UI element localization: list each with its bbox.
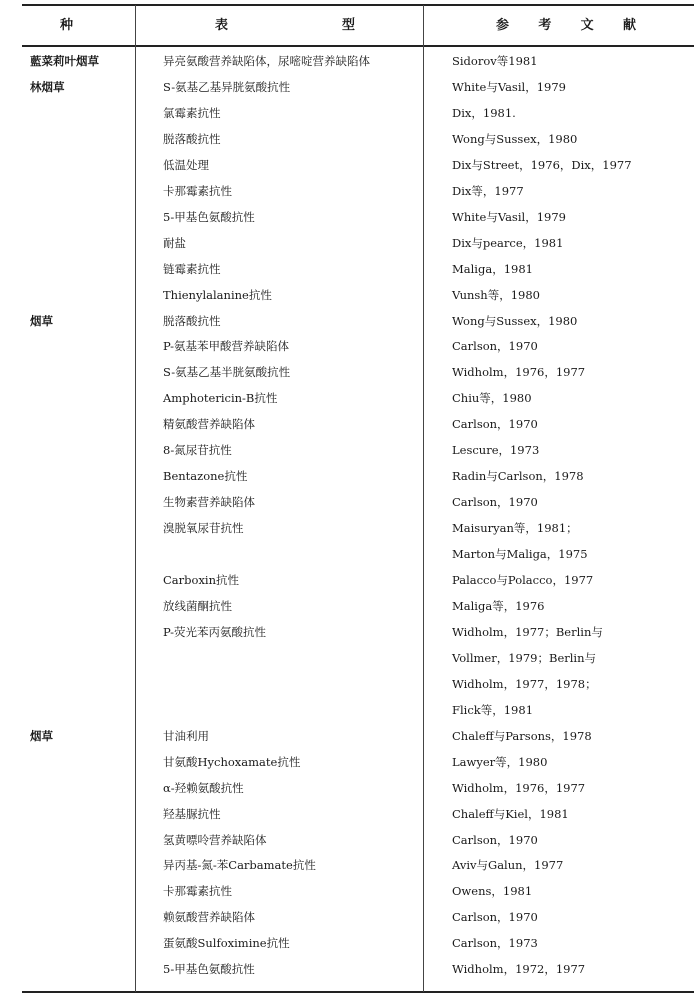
cell-type: Carboxin抗性 — [163, 573, 240, 587]
cell-type: 羟基脲抗性 — [163, 806, 221, 821]
table-row — [0, 546, 700, 572]
cell-species: 林烟草 — [30, 79, 65, 94]
cell-type: 耐盐 — [163, 235, 186, 250]
table-row — [0, 961, 700, 987]
table-row — [0, 650, 700, 676]
header-reference-char: 文 — [580, 18, 594, 33]
cell-reference: Owens，1981 — [452, 884, 533, 899]
table-row — [0, 598, 700, 624]
table-row — [0, 79, 700, 105]
cell-type: 5-甲基色氨酸抗性 — [163, 209, 255, 224]
table-row — [0, 520, 700, 546]
cell-reference: Widholm，1977，1978； — [452, 676, 597, 691]
cell-reference: Vollmer，1979；Berlin与 — [452, 650, 597, 665]
header-species: 种 — [60, 18, 74, 33]
cell-type: 氢黄嘌呤营养缺陷体 — [163, 832, 267, 847]
cell-type: 脱落酸抗性 — [163, 131, 221, 146]
table-row — [0, 209, 700, 235]
cell-type: S-氨基乙基半胱氨酸抗性 — [163, 365, 291, 380]
cell-reference: Dix与Street，1976，Dix，1977 — [452, 157, 632, 172]
cell-reference: Palacco与Polacco，1977 — [452, 573, 594, 587]
table-row — [0, 806, 700, 832]
table-top-rule — [22, 4, 694, 6]
cell-type: 8-氮尿苷抗性 — [163, 443, 232, 458]
cell-type: 异丙基-氮-苯Carbamate抗性 — [163, 858, 316, 873]
cell-type: 氯霉素抗性 — [163, 105, 221, 120]
table-row — [0, 780, 700, 806]
table-header-rule — [22, 45, 694, 47]
header-type-char: 表 — [215, 18, 229, 33]
cell-type: Thienylalanine抗性 — [163, 287, 272, 302]
cell-type: S-氨基乙基异胱氨酸抗性 — [163, 79, 291, 94]
cell-type: 卡那霉素抗性 — [163, 183, 232, 198]
table-row — [0, 338, 700, 364]
table-row — [0, 883, 700, 909]
header-type-char: 型 — [341, 18, 355, 33]
cell-reference: Maliga等，1976 — [452, 598, 545, 613]
cell-reference: Widholm，1972，1977 — [452, 962, 586, 977]
table-row — [0, 53, 700, 79]
table-row — [0, 909, 700, 935]
cell-type: 卡那霉素抗性 — [163, 884, 232, 899]
cell-reference: Aviv与Galun，1977 — [452, 858, 564, 873]
cell-reference: Lawyer等，1980 — [452, 754, 548, 769]
cell-type: α-羟赖氨酸抗性 — [163, 780, 244, 795]
cell-reference: Wong与Sussex，1980 — [452, 313, 578, 328]
table-row — [0, 935, 700, 961]
table-row — [0, 390, 700, 416]
cell-type: Amphotericin-B抗性 — [163, 391, 278, 406]
cell-species: 烟草 — [30, 728, 53, 743]
cell-reference: Widholm，1976，1977 — [452, 780, 586, 795]
cell-type: 低温处理 — [163, 157, 209, 172]
cell-type: P-荧光苯丙氨酸抗性 — [163, 624, 266, 639]
cell-reference: Wong与Sussex，1980 — [452, 131, 578, 146]
header-reference — [496, 14, 636, 33]
cell-reference: White与Vasil，1979 — [452, 79, 566, 94]
table-row — [0, 105, 700, 131]
cell-type: Bentazone抗性 — [163, 469, 248, 484]
cell-species: 藍菜莉叶烟草 — [30, 54, 99, 68]
cell-type: 蛋氨酸Sulfoximine抗性 — [163, 936, 290, 951]
cell-reference: Marton与Maliga，1975 — [452, 547, 588, 562]
table-row — [0, 728, 700, 754]
cell-reference: Maliga，1981 — [452, 261, 533, 276]
header-type — [215, 14, 355, 33]
cell-reference: Carlson，1970 — [452, 832, 538, 847]
table-row — [0, 442, 700, 468]
cell-reference: Carlson，1970 — [452, 910, 538, 925]
cell-reference: Widholm，1977；Berlin与 — [452, 624, 603, 639]
cell-reference: Chaleff与Parsons，1978 — [452, 728, 592, 743]
cell-species: 烟草 — [30, 313, 53, 328]
table-row — [0, 235, 700, 261]
cell-reference: Vunsh等，1980 — [452, 287, 540, 302]
cell-type: 放线菌酮抗性 — [163, 598, 232, 613]
header-reference-char: 考 — [538, 18, 552, 33]
cell-reference: Dix等，1977 — [452, 183, 524, 198]
cell-reference: Lescure，1973 — [452, 443, 540, 458]
cell-reference: Sidorov等1981 — [452, 54, 538, 68]
cell-reference: Dix与pearce，1981 — [452, 235, 564, 250]
table-row — [0, 287, 700, 313]
cell-reference: Carlson，1973 — [452, 936, 538, 951]
table-row — [0, 572, 700, 598]
cell-reference: Carlson，1970 — [452, 495, 538, 510]
table-row — [0, 183, 700, 209]
cell-reference: Carlson，1970 — [452, 417, 538, 432]
cell-type: 溴脱氧尿苷抗性 — [163, 521, 244, 536]
cell-reference: Maisuryan等，1981； — [452, 521, 578, 536]
cell-type: 链霉素抗性 — [163, 261, 221, 276]
table-row — [0, 494, 700, 520]
cell-type: 5-甲基色氨酸抗性 — [163, 962, 255, 977]
cell-type: 甘氨酸Hychoxamate抗性 — [163, 754, 301, 769]
table-row — [0, 468, 700, 494]
cell-reference: Radin与Carlson，1978 — [452, 469, 584, 484]
cell-reference: Chiu等，1980 — [452, 391, 532, 406]
table-row — [0, 702, 700, 728]
cell-reference: Chaleff与Kiel，1981 — [452, 806, 569, 821]
table-row — [0, 416, 700, 442]
cell-reference: Dix，1981. — [452, 105, 516, 120]
cell-type: 脱落酸抗性 — [163, 313, 221, 328]
table-row — [0, 261, 700, 287]
table-row — [0, 157, 700, 183]
cell-type: 赖氨酸营养缺陷体 — [163, 910, 255, 925]
table-row — [0, 364, 700, 390]
cell-reference: Flick等，1981 — [452, 702, 534, 717]
table-row — [0, 131, 700, 157]
table-row — [0, 754, 700, 780]
header-reference-char: 参 — [496, 18, 510, 33]
table-row — [0, 857, 700, 883]
table-row — [0, 624, 700, 650]
cell-type: P-氨基苯甲酸营养缺陷体 — [163, 339, 289, 354]
cell-type: 精氨酸营养缺陷体 — [163, 417, 255, 432]
cell-type: 生物素营养缺陷体 — [163, 495, 255, 510]
table-row — [0, 832, 700, 858]
header-reference-char: 献 — [622, 18, 636, 33]
table-bottom-rule — [22, 991, 694, 993]
table-row — [0, 313, 700, 339]
cell-reference: Carlson，1970 — [452, 339, 538, 354]
cell-type: 异亮氨酸营养缺陷体，尿嘧啶营养缺陷体 — [163, 54, 370, 68]
cell-type: 甘油利用 — [163, 728, 209, 743]
table-row — [0, 676, 700, 702]
cell-reference: Widholm，1976，1977 — [452, 365, 586, 380]
cell-reference: White与Vasil，1979 — [452, 209, 566, 224]
